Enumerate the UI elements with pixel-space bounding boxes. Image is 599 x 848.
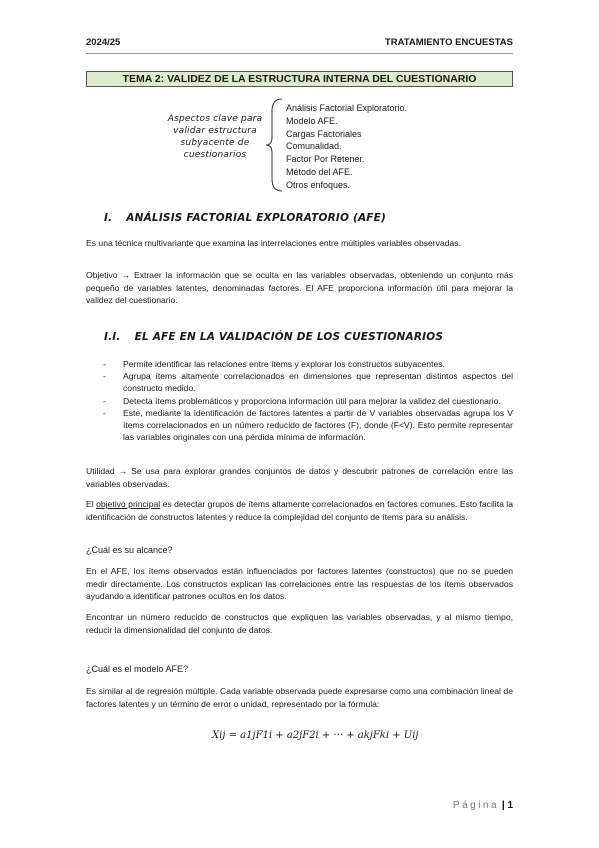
section-heading-1 bbox=[104, 212, 386, 224]
page-footer bbox=[453, 800, 513, 811]
aspect-item: Comunalidad. bbox=[286, 141, 342, 152]
aspects-list bbox=[286, 102, 407, 192]
header-divider bbox=[86, 53, 513, 54]
paragraph: En el AFE, los ítems observados están influenciados por factores latentes (constructos) que no se pueden medir directamente. Los constructos explican las correlaciones entre las respuestas de los ítems observados ayudando a identificar patrones ocultos en los datos. bbox=[86, 566, 513, 602]
aspect-item: Cargas Factoriales bbox=[286, 128, 362, 139]
section-heading-1-1 bbox=[104, 331, 443, 343]
list-item: - Detecta ítems problemáticos y proporciona información útil para mejorar la validez del cuestionario. bbox=[103, 395, 513, 407]
section-number: I.I. bbox=[104, 331, 121, 343]
paragraph bbox=[86, 498, 513, 523]
page-label: Página bbox=[452, 800, 500, 811]
question-heading: ¿Cuál es su alcance? bbox=[86, 545, 173, 555]
page-number: 1 bbox=[507, 800, 513, 811]
section-number: I. bbox=[104, 212, 113, 224]
paragraph: Objetivo → Extraer la información que se oculta en las variables observadas, obteniendo un conjunto más pequeño de variables latentes, denominadas factores. El AFE proporciona información útil para mejorar la validez del cuestionario. bbox=[86, 270, 513, 306]
text-span: El bbox=[86, 499, 97, 509]
section-title: EL AFE EN LA VALIDACIÓN DE LOS CUESTIONARIOS bbox=[134, 331, 444, 343]
section-title: ANÁLISIS FACTORIAL EXPLORATORIO (AFE) bbox=[126, 212, 387, 224]
formula: Xij = a1jF1i + a2jF2i + ··· + akjFki + Uij bbox=[212, 730, 419, 741]
footer-separator: | bbox=[501, 800, 505, 811]
aspects-label: Aspectos clave para validar estructura subyacente de cuestionarios bbox=[167, 114, 263, 160]
bullet-list bbox=[103, 358, 513, 443]
header-subject: TRATAMIENTO ENCUESTAS bbox=[384, 37, 513, 48]
aspect-item: Análisis Factorial Exploratorio. bbox=[286, 103, 408, 113]
aspect-item: Factor Por Retener. bbox=[286, 154, 365, 165]
aspect-item: Método del AFE. bbox=[286, 166, 353, 177]
header-year: 2024/25 bbox=[86, 37, 121, 48]
list-item: - Permite identificar las relaciones entre ítems y explorar los constructos subyacentes. bbox=[103, 358, 513, 370]
underlined-term: objetivo principal bbox=[96, 499, 161, 509]
question-heading: ¿Cuál es el modelo AFE? bbox=[86, 664, 189, 674]
text-span: es detectar grupos de ítems altamente correlacionados en factores comunes. Esto facilita la identificación de constructos latentes y reduce la complejidad del conjunto de ítems para su análisis. bbox=[86, 499, 513, 522]
page-title: TEMA 2: VALIDEZ DE LA ESTRUCTURA INTERNA DEL CUESTIONARIO bbox=[86, 71, 513, 87]
brace-icon bbox=[264, 97, 284, 193]
paragraph: Es una técnica multivariante que examina las interrelaciones entre múltiples variables observadas. bbox=[86, 238, 461, 248]
paragraph: Encontrar un número reducido de constructos que expliquen las variables observadas, y al mismo tiempo, reducir la dimensionalidad del conjunto de datos. bbox=[86, 612, 513, 635]
paragraph: Es similar al de regresión múltiple. Cada variable observada puede expresarse como una combinación lineal de factores latentes y un término de error o unidad, representado por la fórmula: bbox=[86, 686, 513, 709]
aspect-item: Otros enfoques. bbox=[286, 179, 351, 190]
list-item: - Este, mediante la identificación de factores latentes a partir de V variables observadas agrupa los V ítems correlacionados en un número reducido de factores (F), donde (F<V). Esto permite representar las variables originales con una pérdida mínima de información. bbox=[103, 407, 513, 444]
list-item: - Agrupa ítems altamente correlacionados en dimensiones que representan distintos aspectos del constructo medido. bbox=[103, 370, 513, 394]
aspect-item: Modelo AFE. bbox=[286, 115, 338, 126]
paragraph: Utilidad → Se usa para explorar grandes conjuntos de datos y descubrir patrones de correlación entre las variables observadas. bbox=[86, 466, 513, 489]
